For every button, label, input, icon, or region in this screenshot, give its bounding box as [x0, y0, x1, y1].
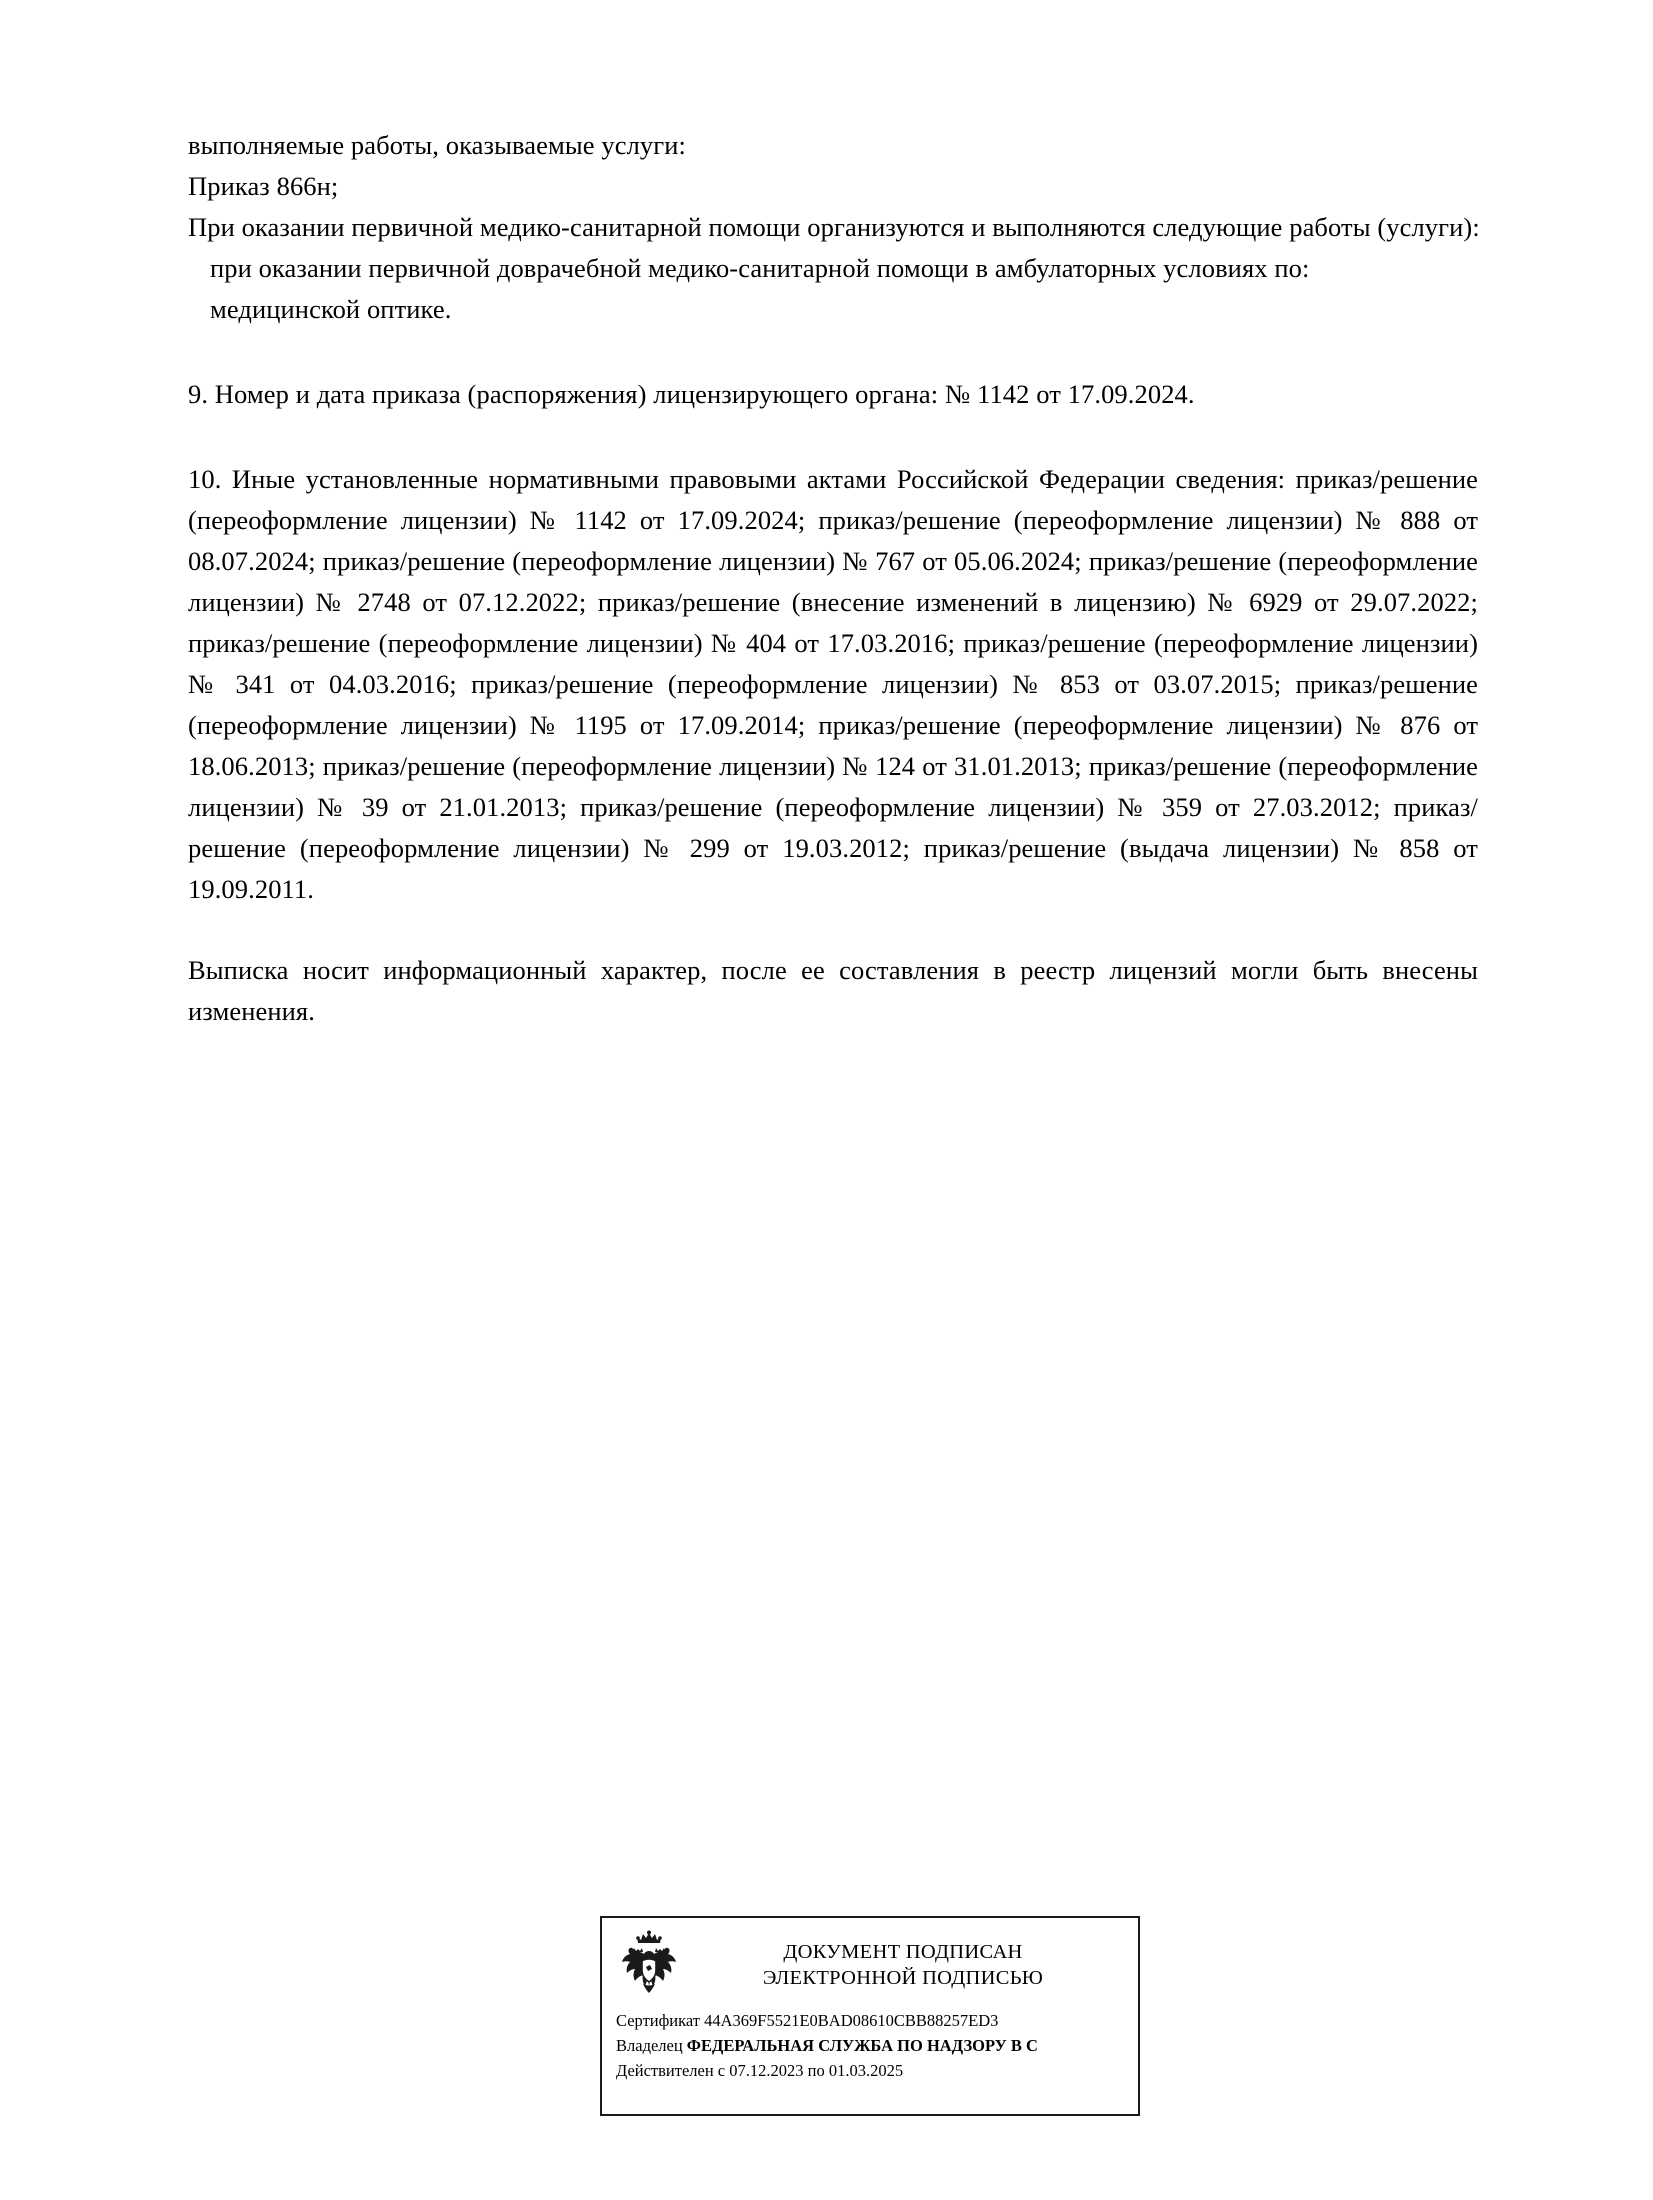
stamp-certificate-label: Сертификат: [616, 2011, 705, 2030]
paragraph-item-9: 9. Номер и дата приказа (распоряжения) лицензирующего органа: № 1142 от 17.09.2024.: [188, 379, 1195, 409]
paragraph-item-10: 10. Иные установленные нормативными правовыми актами Российской Федерации сведения: приказ/решение (переоформление лицензии) № 1142 от 17.09.2024; приказ/решение (переоформление лицензии) № 888 от 08.07.2024; приказ/решение (переоформление лицензии) № 767 от 05.06.2024; приказ/решение (переоформление лицензии) № 2748 от 07.12.2022; приказ/решение (внесение изменений в лицензию) № 6929 от 29.07.2022; приказ/решение (переоформление лицензии) № 404 от 17.03.2016; приказ/решение (переоформление лицензии) № 341 от 04.03.2016; приказ/решение (переоформление лицензии) № 853 от 03.07.2015; приказ/решение (переоформление лицензии) № 1195 от 17.09.2014; приказ/решение (переоформление лицензии) № 876 от 18.06.2013; приказ/решение (переоформление лицензии) № 124 от 31.01.2013; приказ/решение (переоформление лицензии) № 39 от 21.01.2013; приказ/решение (переоформление лицензии) № 359 от 27.03.2012; приказ/решение (переоформление лицензии) № 299 от 19.03.2012; приказ/решение (выдача лицензии) № 858 от 19.09.2011.: [188, 464, 1478, 904]
document-body: [188, 125, 1483, 1032]
spacer: [188, 415, 1483, 459]
paragraph-order-866n: Приказ 866н;: [188, 171, 339, 201]
paragraph-disclaimer: Выписка носит информационный характер, после ее составления в реестр лицензий могли быть внесены изменения.: [188, 955, 1478, 1026]
paragraph-primary-care-intro: При оказании первичной медико-санитарной помощи организуются и выполняются следующие работы (услуги):: [188, 212, 1480, 242]
stamp-title: [692, 1939, 1132, 1991]
stamp-title-line-1: ДОКУМЕНТ ПОДПИСАН: [783, 1941, 1023, 1963]
stamp-details: [602, 2004, 1138, 2083]
paragraph-medical-optics: медицинской оптике.: [210, 294, 452, 324]
stamp-validity-label: Действителен с: [616, 2061, 730, 2080]
russian-coat-of-arms-icon: [612, 1928, 686, 2002]
stamp-validity-value: 07.12.2023 по 01.03.2025: [729, 2061, 904, 2080]
stamp-owner-label: Владелец: [616, 2036, 687, 2055]
stamp-owner-line: [616, 2033, 1138, 2058]
electronic-signature-stamp: [600, 1916, 1140, 2116]
spacer: [188, 910, 1483, 950]
stamp-certificate-line: [616, 2008, 1138, 2033]
paragraph-prehospital-outpatient: при оказании первичной доврачебной медико-санитарной помощи в амбулаторных условиях по:: [210, 253, 1310, 283]
stamp-owner-value: ФЕДЕРАЛЬНАЯ СЛУЖБА ПО НАДЗОРУ В С: [686, 2036, 1038, 2055]
stamp-title-line-2: ЭЛЕКТРОННОЙ ПОДПИСЬЮ: [762, 1967, 1044, 1989]
spacer: [188, 330, 1483, 374]
stamp-validity-line: [616, 2058, 1138, 2083]
stamp-header: [602, 1918, 1138, 2004]
paragraph-works-heading: выполняемые работы, оказываемые услуги:: [188, 130, 686, 160]
stamp-certificate-value: 44A369F5521E0BAD08610CBB88257ED3: [704, 2011, 999, 2030]
